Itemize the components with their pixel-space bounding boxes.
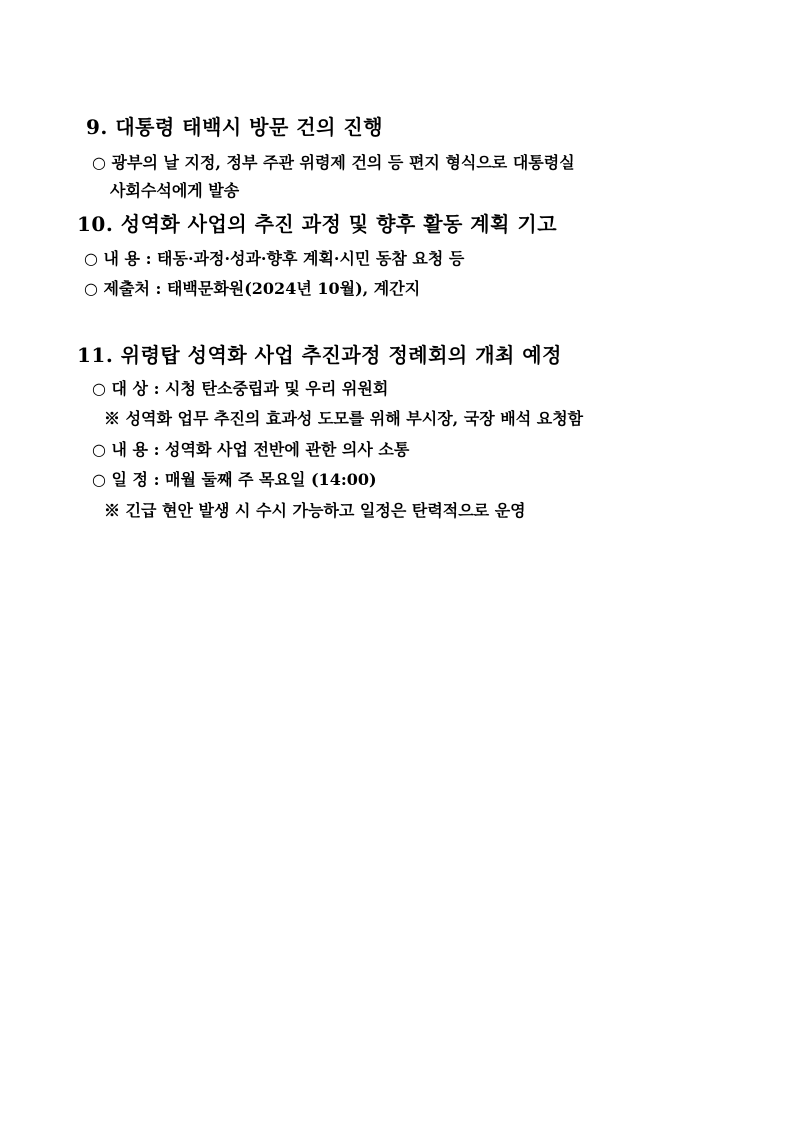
section-11-schedule-line: ○ 일 정 : 매월 둘째 주 목요일 (14:00)	[92, 470, 377, 489]
section-9-line-1: ○ 광부의 날 지정, 정부 주관 위령제 건의 등 편지 형식으로 대통령실	[92, 153, 575, 172]
section-9-line-2: 사회수석에게 발송	[110, 181, 240, 200]
section-11-content-line: ○ 내 용 : 성역화 사업 전반에 관한 의사 소통	[92, 440, 410, 459]
section-10-heading: 10. 성역화 사업의 추진 과정 및 향후 활동 계획 기고	[77, 212, 558, 236]
section-10-submitter-line: ○ 제출처 : 태백문화원(2024년 10월), 계간지	[84, 279, 421, 298]
section-11-note-2: ※ 긴급 현안 발생 시 수시 가능하고 일정은 탄력적으로 운영	[104, 501, 526, 520]
section-11-target-line: ○ 대 상 : 시청 탄소중립과 및 우리 위원회	[92, 379, 389, 398]
section-9-heading: 9. 대통령 태백시 방문 건의 진행	[86, 115, 384, 139]
section-10-content-line: ○ 내 용 : 태동·과정·성과·향후 계획·시민 동참 요청 등	[84, 249, 465, 268]
section-11-heading: 11. 위령탑 성역화 사업 추진과정 정례회의 개최 예정	[77, 343, 562, 367]
section-11-note-1: ※ 성역화 업무 추진의 효과성 도모를 위해 부시장, 국장 배석 요청함	[104, 409, 584, 428]
